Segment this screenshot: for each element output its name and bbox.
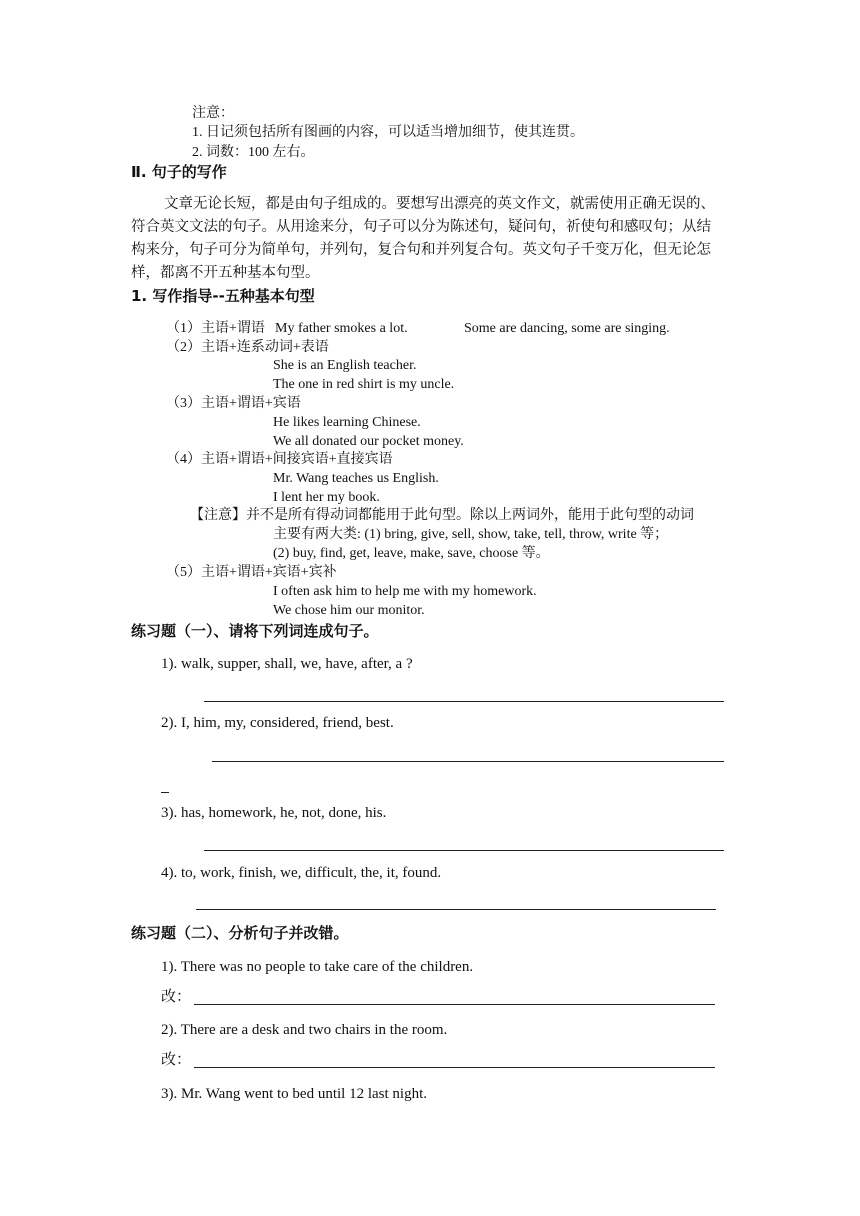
answer-line-2-overflow [161, 792, 169, 793]
pattern-3-label: （3）主语+谓语+宾语 [166, 396, 301, 411]
pattern-5-example-1: I often ask him to help me with my homework. [273, 584, 537, 599]
pattern-3-example-2: We all donated our pocket money. [273, 434, 464, 449]
correction-line-2[interactable] [194, 1067, 715, 1068]
exercise-1-item-3: 3). has, homework, he, not, done, his. [161, 805, 387, 821]
correction-label-2: 改： [161, 1052, 192, 1068]
paragraph-line-3: 构来分，句子可分为简单句，并列句，复合句和并列复合句。英文句子千变万化，但无论怎 [131, 242, 711, 258]
pattern-5-example-2: We chose him our monitor. [273, 603, 425, 618]
pattern-5-label: （5）主语+谓语+宾语+宾补 [166, 565, 337, 580]
paragraph-line-1: 文章无论长短，都是由句子组成的。要想写出漂亮的英文作文，就需使用正确无误的、 [164, 196, 715, 212]
pattern-1-example-2: Some are dancing, some are singing. [464, 321, 670, 336]
note-line-3: (2) buy, find, get, leave, make, save, choose 等。 [273, 546, 550, 561]
correction-line-1[interactable] [194, 1004, 715, 1005]
pattern-3-example-1: He likes learning Chinese. [273, 415, 421, 430]
pattern-1-label: （1）主语+谓语 [166, 321, 265, 336]
answer-line-3[interactable] [204, 850, 724, 851]
pattern-4-example-1: Mr. Wang teaches us English. [273, 471, 439, 486]
guide-title: 1. 写作指导--五种基本句型 [131, 287, 315, 305]
exercise-1-title: 练习题（一）、请将下列词连成句子。 [131, 622, 379, 640]
notes-item-2: 2. 词数：100 左右。 [192, 145, 315, 160]
exercise-2-item-1: 1). There was no people to take care of the children. [161, 959, 474, 975]
note-line-1: 【注意】并不是所有得动词都能用于此句型。除以上两词外，能用于此句型的动词 [190, 508, 694, 523]
pattern-2-example-1: She is an English teacher. [273, 358, 417, 373]
pattern-2-label: （2）主语+连系动词+表语 [166, 340, 329, 355]
note-line-2: 主要有两大类: (1) bring, give, sell, show, take, tell, throw, write 等； [273, 527, 669, 542]
paragraph-line-2: 符合英文文法的句子。从用途来分，句子可以分为陈述句，疑问句，祈使句和感叹句；从结 [131, 219, 711, 235]
paragraph-line-4: 样，都离不开五种基本句型。 [131, 265, 320, 281]
exercise-2-item-3: 3). Mr. Wang went to bed until 12 last night. [161, 1086, 427, 1102]
notes-item-1: 1. 日记须包括所有图画的内容，可以适当增加细节，使其连贯。 [192, 125, 584, 140]
notes-label: 注意： [192, 106, 234, 121]
exercise-1-item-2: 2). I, him, my, considered, friend, best. [161, 715, 394, 731]
exercise-1-item-1: 1). walk, supper, shall, we, have, after, a ? [161, 656, 413, 672]
pattern-4-label: （4）主语+谓语+间接宾语+直接宾语 [166, 452, 393, 467]
pattern-1-example-1: My father smokes a lot. [275, 321, 408, 336]
correction-label-1: 改： [161, 989, 192, 1005]
answer-line-4[interactable] [196, 909, 716, 910]
answer-line-1[interactable] [204, 701, 724, 702]
pattern-2-example-2: The one in red shirt is my uncle. [273, 377, 455, 392]
exercise-1-item-4: 4). to, work, finish, we, difficult, the, it, found. [161, 865, 442, 881]
exercise-2-item-2: 2). There are a desk and two chairs in the room. [161, 1022, 448, 1038]
pattern-4-example-2: I lent her my book. [273, 490, 380, 505]
answer-line-2[interactable] [212, 761, 724, 762]
exercise-2-title: 练习题（二）、分析句子并改错。 [131, 924, 349, 942]
section-title: Ⅱ. 句子的写作 [131, 163, 227, 181]
